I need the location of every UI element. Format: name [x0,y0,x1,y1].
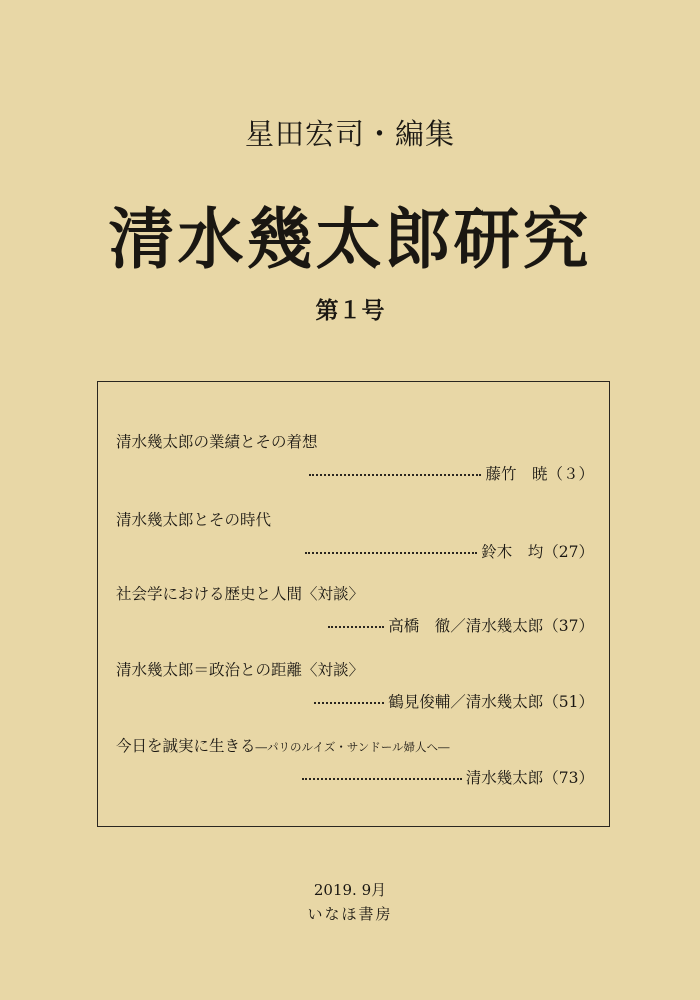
book-title: 清水幾太郎研究 [108,200,592,278]
leader-dots [328,626,384,628]
toc-entry-author: 藤竹 暁（３） [485,465,594,483]
leader-dots [314,702,384,704]
toc-entry-subtitle: ―パリのルイズ・サンドール婦人へ― [255,740,450,754]
toc-entry-author: 鶴見俊輔／清水幾太郎（51） [388,693,594,711]
leader-dots [309,474,481,476]
table-of-contents [97,381,610,827]
issue-number: 第１号 [315,297,385,324]
toc-entry-title: 清水幾太郎の業績とその着想 [116,433,318,451]
leader-dots [305,552,477,554]
toc-entry-title: 清水幾太郎とその時代 [116,511,272,529]
toc-entry [116,734,594,787]
toc-entry-title: 清水幾太郎＝政治との距離〈対談〉 [116,661,365,679]
toc-entry-author: 清水幾太郎（73） [465,769,594,787]
toc-entry [116,582,594,635]
toc-entry-author: 高橋 徹／清水幾太郎（37） [388,617,594,635]
toc-entry-title: 社会学における歴史と人間〈対談〉 [116,585,365,603]
toc-entry [116,508,594,561]
toc-entry [116,658,594,711]
editor-credit: 星田宏司・編集 [244,117,455,151]
publication-date: 2019. 9月 [313,881,387,899]
toc-entry-title: 今日を誠実に生きる [116,737,256,755]
publisher-name: いなほ書房 [307,905,393,923]
leader-dots [302,778,462,780]
toc-entry-author: 鈴木 均（27） [481,543,594,561]
toc-entry [116,430,594,483]
